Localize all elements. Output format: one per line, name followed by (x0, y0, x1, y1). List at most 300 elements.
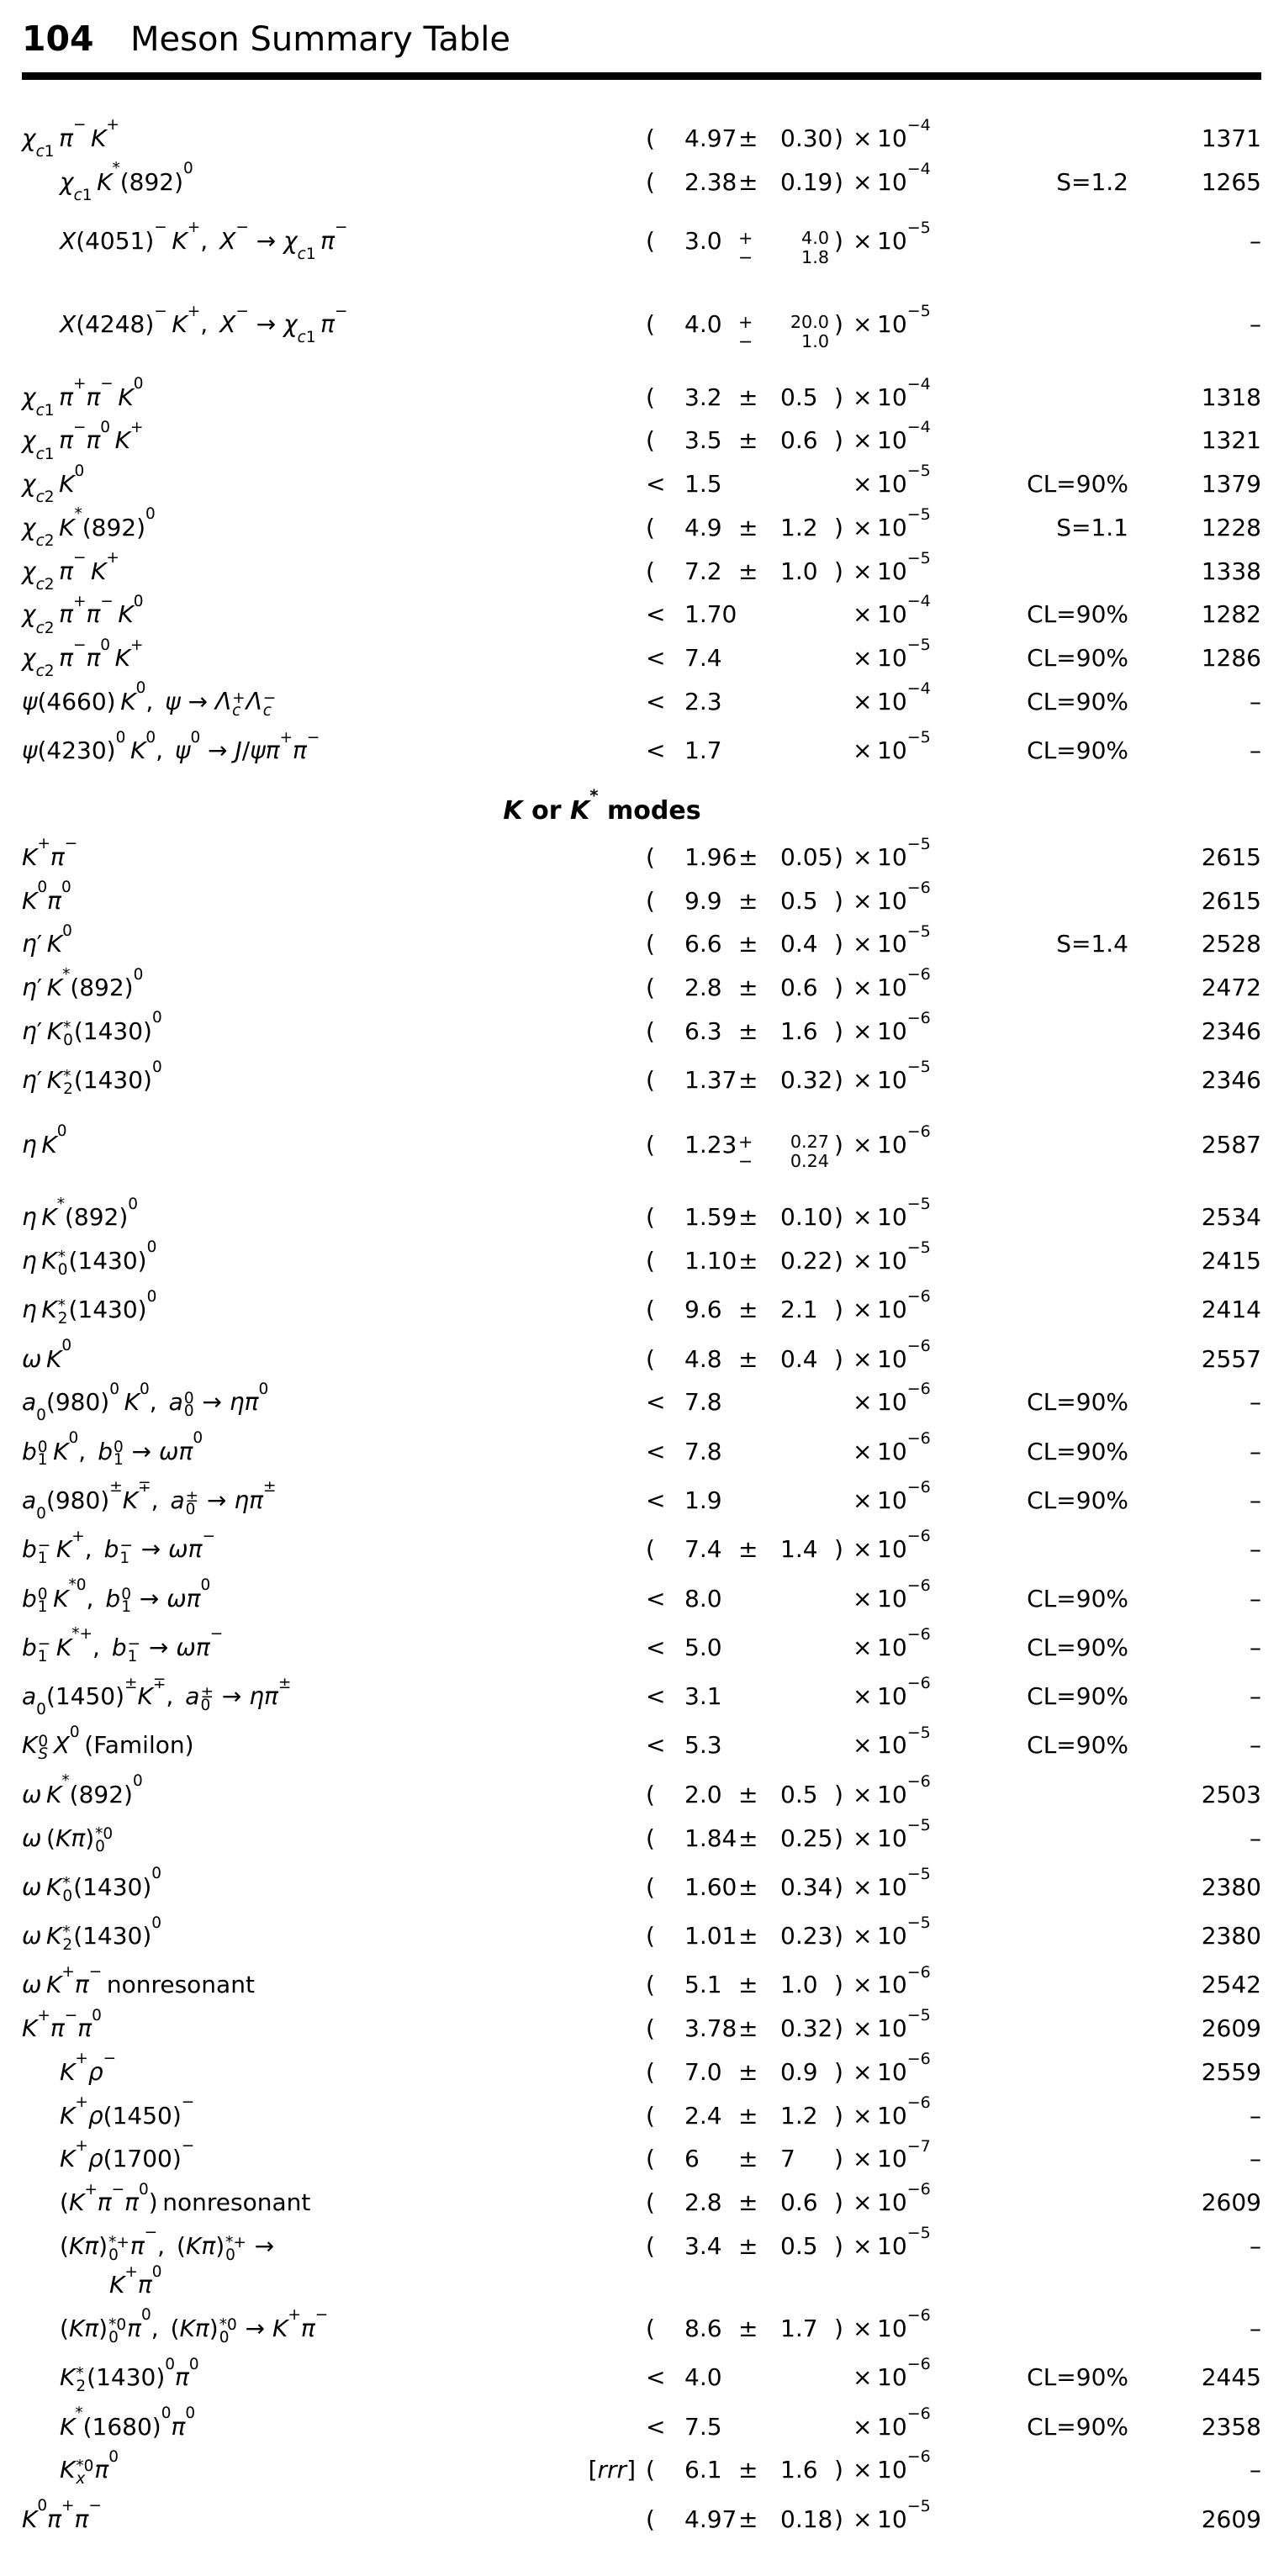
section-header: K or K* modes (503, 786, 701, 826)
fraction-error: 1.2 (780, 2101, 818, 2130)
fraction-exponent: × $10^{-5}$ (853, 462, 931, 499)
fraction-close: ) (834, 513, 843, 541)
decay-mode: η′ $K^0$ (22, 921, 72, 958)
momentum-value: 2587 (1201, 1130, 1261, 1159)
branching-fraction (646, 1723, 975, 1762)
fraction-open: ( (646, 1344, 655, 1373)
fraction-value: 3.1 (684, 1682, 722, 1711)
fraction-open: ( (646, 383, 655, 411)
momentum-value: – (1250, 1388, 1261, 1417)
plus-minus-sign: ± (738, 2456, 758, 2484)
decay-mode: ψ(4660) $K^0$, ψ → Λ + c Λ − c (22, 679, 277, 720)
fraction-error: 0.34 (780, 1872, 833, 1901)
branching-fraction (646, 462, 975, 501)
plus-minus-sign: ± (738, 1872, 758, 1901)
fraction-value: 4.8 (684, 1344, 722, 1373)
decay-mode: X(4051)− K+, $X^- \to \chi_{c1}$ π− (60, 218, 348, 263)
momentum-value: 2346 (1201, 1016, 1261, 1045)
fraction-open: ( (646, 226, 655, 255)
scale-or-confidence: S=1.1 (1056, 513, 1128, 541)
fraction-open: ( (646, 2505, 655, 2533)
plus-minus-sign: + − (738, 1132, 753, 1172)
scale-or-confidence: CL=90% (1027, 1731, 1128, 1760)
fraction-exponent: × $10^{-6}$ (853, 1527, 931, 1564)
branching-fraction (646, 1576, 975, 1616)
momentum-value: 1282 (1201, 600, 1261, 629)
decay-mode: b 0 1 $K^0$, b 0 1 → $\omega\pi^0$ (22, 1429, 203, 1470)
fraction-close: ) (834, 1824, 843, 1852)
fraction-error: 0.5 (780, 1780, 818, 1808)
fraction-value: 6.3 (684, 1016, 722, 1045)
fraction-open: < (646, 1388, 666, 1417)
decay-mode: $\chi_{c2}$ π− K+ (22, 549, 119, 594)
fraction-open: ( (646, 1066, 655, 1095)
decay-mode: K 0 S $X^0$ (Familon) (22, 1723, 194, 1764)
fraction-open: < (646, 1486, 666, 1514)
fraction-exponent: × $10^{-4}$ (853, 418, 931, 455)
fraction-error: 1.6 (780, 1016, 818, 1045)
fraction-close: ) (834, 1246, 843, 1275)
plus-minus-sign: ± (738, 930, 758, 958)
scale-or-confidence: CL=90% (1027, 2363, 1128, 2392)
momentum-value: 2542 (1201, 1971, 1261, 1999)
decay-mode: $\chi_{c1}$ $K^*(892)^0$ (60, 160, 193, 204)
page-title: Meson Summary Table (130, 20, 510, 59)
fraction-value: 2.8 (684, 2188, 722, 2217)
plus-minus-sign: ± (738, 1066, 758, 1095)
fraction-open: < (646, 600, 666, 629)
branching-fraction (588, 2447, 975, 2487)
fraction-error: 0.25 (780, 1824, 833, 1852)
decay-mode: η $K^0$ (22, 1122, 67, 1159)
fraction-exponent: × $10^{-6}$ (853, 965, 931, 1002)
fraction-open: < (646, 736, 666, 765)
fraction-close: ) (834, 2505, 843, 2533)
fraction-open: < (646, 2363, 666, 2392)
momentum-value: 2358 (1201, 2412, 1261, 2441)
decay-mode: $K^0\pi^+\pi^-$ (22, 2497, 102, 2533)
decay-mode: $\chi_{c2}$ $K^0$ (22, 462, 85, 507)
fraction-close: ) (834, 310, 843, 339)
fraction-value: 9.6 (684, 1296, 722, 1324)
branching-fraction (646, 116, 975, 156)
branching-fraction (646, 2404, 975, 2444)
fraction-exponent: × $10^{-5}$ (853, 1058, 931, 1095)
page-header (22, 13, 1261, 59)
fraction-exponent: × $10^{-5}$ (853, 2224, 931, 2260)
fraction-close: ) (834, 383, 843, 411)
fraction-open: ( (646, 426, 655, 455)
fraction-exponent: × $10^{-6}$ (853, 1122, 931, 1159)
fraction-exponent: × $10^{-6}$ (853, 1287, 931, 1324)
scale-or-confidence: CL=90% (1027, 644, 1128, 673)
fraction-exponent: × $10^{-5}$ (853, 1815, 931, 1852)
decay-row (22, 1773, 1261, 1817)
scale-or-confidence: CL=90% (1027, 1388, 1128, 1417)
decay-mode: ω $K^0$ (22, 1336, 72, 1373)
decay-row (22, 2181, 1261, 2225)
fraction-error: 0.05 (780, 842, 833, 871)
momentum-value: 2445 (1201, 2363, 1261, 2392)
decay-mode: ω (Kπ) *0 0 (22, 1824, 114, 1856)
decay-mode: η′ K * 2 $(1430)^0$ (22, 1058, 162, 1099)
fraction-exponent: × $10^{-5}$ (853, 2496, 931, 2533)
decay-row (22, 1288, 1261, 1337)
fraction-value: 1.70 (684, 600, 737, 629)
fraction-value: 7.8 (684, 1437, 722, 1465)
decay-row (22, 593, 1261, 636)
fraction-exponent: × $10^{-6}$ (853, 1336, 931, 1373)
fraction-open: ( (646, 2231, 655, 2260)
branching-fraction (646, 218, 975, 272)
fraction-open: ( (646, 974, 655, 1002)
momentum-value: 2559 (1201, 2057, 1261, 2086)
momentum-value: 1321 (1201, 426, 1261, 455)
decay-mode: η′ $K^*(892)^0$ (22, 965, 144, 1002)
branching-fraction (646, 2224, 975, 2263)
plus-minus-sign: ± (738, 1535, 758, 1564)
fraction-exponent: × $10^{-6}$ (853, 2093, 931, 2130)
decay-mode-continuation: $K^+\pi^0$ (109, 2262, 162, 2299)
fraction-error: 0.6 (780, 426, 818, 455)
fraction-close: ) (834, 226, 843, 255)
scale-or-confidence: S=1.2 (1056, 167, 1128, 196)
fraction-open: ( (646, 1296, 655, 1324)
fraction-close: ) (834, 2057, 843, 2086)
fraction-close: ) (834, 2014, 843, 2043)
fraction-exponent: × $10^{-6}$ (853, 2180, 931, 2217)
momentum-value: 2557 (1201, 1344, 1261, 1373)
decay-row (22, 1914, 1261, 1963)
fraction-exponent: × $10^{-5}$ (853, 218, 931, 255)
fraction-exponent: × $10^{-4}$ (853, 678, 931, 715)
decay-mode: η′ K * 0 $(1430)^0$ (22, 1009, 162, 1049)
branching-fraction (646, 548, 975, 589)
momentum-value: – (1250, 1824, 1261, 1852)
decay-row (22, 419, 1261, 462)
fraction-exponent: × $10^{-6}$ (853, 878, 931, 915)
fraction-exponent: × $10^{-6}$ (853, 2447, 931, 2484)
fraction-open: ( (646, 1780, 655, 1808)
fraction-value: 6 (684, 2145, 700, 2173)
fraction-value: 1.01 (684, 1922, 737, 1950)
fraction-exponent: × $10^{-5}$ (853, 1195, 931, 1232)
fraction-open: < (646, 1437, 666, 1465)
fraction-value: 3.2 (684, 383, 722, 411)
momentum-value: – (1250, 1682, 1261, 1711)
momentum-value: 1338 (1201, 557, 1261, 585)
decay-row (22, 1430, 1261, 1479)
plus-minus-sign: ± (738, 886, 758, 915)
fraction-close: ) (834, 1203, 843, 1232)
decay-row (22, 1239, 1261, 1288)
plus-minus-sign: ± (738, 2101, 758, 2130)
decay-row (22, 462, 1261, 506)
fraction-error: 1.4 (780, 1535, 818, 1564)
branching-fraction (646, 636, 975, 675)
fraction-close: ) (834, 886, 843, 915)
plus-minus-sign: ± (738, 2057, 758, 2086)
fraction-open: ( (646, 930, 655, 958)
scale-or-confidence: CL=90% (1027, 1486, 1128, 1514)
fraction-error: 0.9 (780, 2057, 818, 2086)
fraction-open: ( (646, 1535, 655, 1564)
fraction-close: ) (834, 1535, 843, 1564)
branching-fraction (646, 1477, 975, 1518)
scale-or-confidence: CL=90% (1027, 1633, 1128, 1661)
fraction-exponent: × $10^{-5}$ (853, 728, 931, 765)
scale-or-confidence: CL=90% (1027, 470, 1128, 499)
decay-row (22, 680, 1261, 729)
decay-mode: η K * 0 $(1430)^0$ (22, 1238, 157, 1279)
fraction-error: 0.6 (780, 2188, 818, 2217)
decay-row (22, 1338, 1261, 1381)
fraction-exponent: × $10^{-4}$ (853, 159, 931, 196)
momentum-value: – (1250, 226, 1261, 255)
fraction-error: 20.0 1.0 (790, 311, 829, 351)
decay-row (22, 1626, 1261, 1675)
fraction-error: 0.4 (780, 1344, 818, 1373)
fraction-error: 2.1 (780, 1296, 818, 1324)
branching-fraction (646, 302, 975, 356)
fraction-value: 3.0 (684, 226, 722, 255)
decay-row (22, 1577, 1261, 1626)
decay-row (22, 879, 1261, 923)
scale-or-confidence: S=1.4 (1056, 930, 1128, 958)
fraction-open: ( (646, 557, 655, 585)
footnote-ref: [rrr] (588, 2456, 636, 2484)
decay-row (22, 2307, 1261, 2356)
fraction-open: ( (646, 1130, 655, 1159)
decay-row (22, 2094, 1261, 2138)
fraction-close: ) (834, 2101, 843, 2130)
branching-fraction (646, 1122, 975, 1176)
fraction-error: 0.10 (780, 1203, 833, 1232)
branching-fraction (646, 504, 975, 545)
fraction-value: 1.9 (684, 1486, 722, 1514)
momentum-value: – (1250, 1633, 1261, 1661)
branching-fraction (646, 2136, 975, 2176)
fraction-value: 1.59 (684, 1203, 737, 1232)
fraction-exponent: × $10^{-6}$ (853, 2306, 931, 2342)
decay-mode: η $K^*(892)^0$ (22, 1195, 139, 1232)
momentum-value: – (1250, 310, 1261, 339)
fraction-value: 4.9 (684, 513, 722, 541)
fraction-exponent: × $10^{-5}$ (853, 548, 931, 585)
momentum-value: 2534 (1201, 1203, 1261, 1232)
branching-fraction (646, 1009, 975, 1048)
fraction-close: ) (834, 167, 843, 196)
fraction-close: ) (834, 1922, 843, 1950)
fraction-exponent: × $10^{-6}$ (853, 1009, 931, 1045)
decay-mode: $\psi(4230)^0$ $K^0$, $\psi^0 \to J/\psi\pi^+\pi^-$ (22, 728, 320, 765)
momentum-value: 1318 (1201, 383, 1261, 411)
plus-minus-sign: ± (738, 1016, 758, 1045)
plus-minus-sign: ± (738, 1824, 758, 1852)
decay-mode: ω $K^*(892)^0$ (22, 1772, 143, 1808)
decay-row (22, 2225, 1261, 2307)
fraction-close: ) (834, 930, 843, 958)
fraction-error: 0.32 (780, 1066, 833, 1095)
fraction-value: 1.37 (684, 1066, 737, 1095)
decay-mode: (Kπ) *0 0 $\pi^0$, (Kπ) *0 0 → K+π− (60, 2306, 329, 2346)
branching-fraction (646, 1771, 975, 1812)
plus-minus-sign: ± (738, 167, 758, 196)
fraction-exponent: × $10^{-6}$ (853, 1576, 931, 1613)
plus-minus-sign: ± (738, 2231, 758, 2260)
branching-fraction (646, 1914, 975, 1953)
decay-mode: X(4248)− K+, $X^- \to \chi_{c1}$ π− (60, 302, 348, 347)
branching-fraction (646, 418, 975, 457)
momentum-value: 2380 (1201, 1872, 1261, 1901)
fraction-close: ) (834, 1780, 843, 1808)
fraction-value: 4.97 (684, 2505, 737, 2533)
decay-mode: b 0 1 $K^{*0}$, b 0 1 → $\omega\pi^0$ (22, 1576, 211, 1617)
fraction-open: ( (646, 167, 655, 196)
decay-mode: ω K * 0 $(1430)^0$ (22, 1865, 162, 1905)
decay-mode: $\chi_{c2}$ $K^*(892)^0$ (22, 505, 156, 550)
decay-row (22, 376, 1261, 420)
header-rule (22, 72, 1261, 80)
fraction-value: 7.4 (684, 644, 722, 673)
decay-row (22, 1866, 1261, 1914)
decay-mode: K+ρ(1700)− (60, 2136, 195, 2173)
fraction-exponent: × $10^{-6}$ (853, 1674, 931, 1711)
branching-fraction (646, 2093, 975, 2133)
fraction-close: ) (834, 2145, 843, 2173)
fraction-error: 0.5 (780, 886, 818, 915)
momentum-value: 2609 (1201, 2188, 1261, 2217)
decay-row (22, 2405, 1261, 2449)
fraction-value: 4.97 (684, 124, 737, 152)
fraction-exponent: × $10^{-5}$ (853, 2006, 931, 2043)
fraction-value: 3.78 (684, 2014, 737, 2043)
page-number: 104 (22, 18, 94, 59)
fraction-close: ) (834, 2315, 843, 2342)
fraction-open: < (646, 1633, 666, 1661)
scale-or-confidence: CL=90% (1027, 600, 1128, 629)
branching-fraction (646, 1058, 975, 1097)
fraction-exponent: × $10^{-5}$ (853, 302, 931, 339)
fraction-open: ( (646, 1246, 655, 1275)
fraction-open: ( (646, 2057, 655, 2086)
fraction-value: 8.6 (684, 2315, 722, 2342)
fraction-open: ( (646, 2315, 655, 2342)
branching-fraction (646, 2050, 975, 2089)
plus-minus-sign: ± (738, 2014, 758, 2043)
fraction-open: ( (646, 1971, 655, 1999)
fraction-exponent: × $10^{-5}$ (853, 1238, 931, 1275)
branching-fraction (646, 921, 975, 961)
fraction-close: ) (834, 1016, 843, 1045)
fraction-open: ( (646, 513, 655, 541)
decay-mode: b − 1 K*+, b − 1 → ωπ− (22, 1625, 224, 1665)
fraction-value: 5.1 (684, 1971, 722, 1999)
decay-mode: (Kπ) *+ 0 π−, (Kπ) *+ 0 → $K^+\pi^0$ (22, 2230, 646, 2302)
branching-fraction (646, 835, 975, 874)
fraction-exponent: × $10^{-5}$ (853, 835, 931, 871)
fraction-open: ( (646, 2456, 655, 2484)
fraction-exponent: × $10^{-5}$ (853, 504, 931, 541)
fraction-exponent: × $10^{-6}$ (853, 2404, 931, 2441)
fraction-value: 1.23 (684, 1130, 737, 1159)
decay-row (22, 209, 1261, 288)
branching-fraction (646, 1287, 975, 1327)
decay-mode: $a_0(980)^\pm K^\mp$, a ± 0 → ηπ± (22, 1478, 277, 1523)
decay-row (22, 1817, 1261, 1866)
fraction-open: < (646, 1584, 666, 1613)
fraction-value: 7.0 (684, 2057, 722, 2086)
decay-mode: $K^+\pi^-\pi^0$ (22, 2006, 102, 2043)
momentum-value: 2609 (1201, 2505, 1261, 2533)
fraction-open: ( (646, 1824, 655, 1852)
fraction-value: 5.0 (684, 1633, 722, 1661)
branching-fraction (646, 678, 975, 719)
scale-or-confidence: CL=90% (1027, 1437, 1128, 1465)
fraction-exponent: × $10^{-4}$ (853, 592, 931, 629)
momentum-value: 1265 (1201, 167, 1261, 196)
plus-minus-sign: ± (738, 2315, 758, 2342)
decay-mode: K+π− (22, 835, 78, 871)
plus-minus-sign: ± (738, 1344, 758, 1373)
fraction-exponent: × $10^{-5}$ (853, 921, 931, 958)
decay-mode: $\chi_{c1}$ π− K+ (22, 116, 119, 161)
momentum-value: 2528 (1201, 930, 1261, 958)
fraction-open: < (646, 1682, 666, 1711)
fraction-exponent: × $10^{-6}$ (853, 1380, 931, 1417)
decay-mode: $a_0(1450)^\pm K^\mp$, a ± 0 → ηπ± (22, 1674, 292, 1719)
fraction-close: ) (834, 1296, 843, 1324)
decay-row (22, 2051, 1261, 2094)
fraction-error: 0.5 (780, 2231, 818, 2260)
decay-row (22, 1112, 1261, 1192)
fraction-exponent: × $10^{-6}$ (853, 2050, 931, 2086)
plus-minus-sign: + − (738, 311, 753, 351)
decay-row (22, 1479, 1261, 1528)
fraction-close: ) (834, 974, 843, 1002)
fraction-close: ) (834, 124, 843, 152)
fraction-open: < (646, 687, 666, 715)
decay-mode: ω K+π− nonresonant (22, 1962, 255, 1999)
decay-row (22, 2356, 1261, 2404)
decay-row (22, 506, 1261, 550)
decay-row (22, 1723, 1261, 1772)
decay-mode: K *0 x $\pi^0$ (60, 2447, 119, 2489)
branching-fraction (646, 1428, 975, 1469)
fraction-open: ( (646, 2101, 655, 2130)
decay-table (22, 117, 1261, 2541)
fraction-open: ( (646, 1203, 655, 1232)
fraction-value: 1.10 (684, 1246, 737, 1275)
branching-fraction (646, 1380, 975, 1419)
momentum-value: 2472 (1201, 974, 1261, 1002)
fraction-close: ) (834, 1971, 843, 1999)
momentum-value: – (1250, 736, 1261, 765)
decay-mode: K+ρ− (60, 2050, 117, 2086)
decay-mode: $\chi_{c2}$ π+π− $K^0$ (22, 592, 144, 637)
momentum-value: 2615 (1201, 842, 1261, 871)
fraction-value: 6.6 (684, 930, 722, 958)
fraction-value: 1.5 (684, 470, 722, 499)
momentum-value: 1379 (1201, 470, 1261, 499)
fraction-open: < (646, 644, 666, 673)
fraction-value: 4.0 (684, 310, 722, 339)
fraction-value: 1.7 (684, 736, 722, 765)
fraction-exponent: × $10^{-5}$ (853, 1723, 931, 1760)
decay-row (22, 2498, 1261, 2542)
decay-row (22, 922, 1261, 966)
branching-fraction (646, 1674, 975, 1713)
